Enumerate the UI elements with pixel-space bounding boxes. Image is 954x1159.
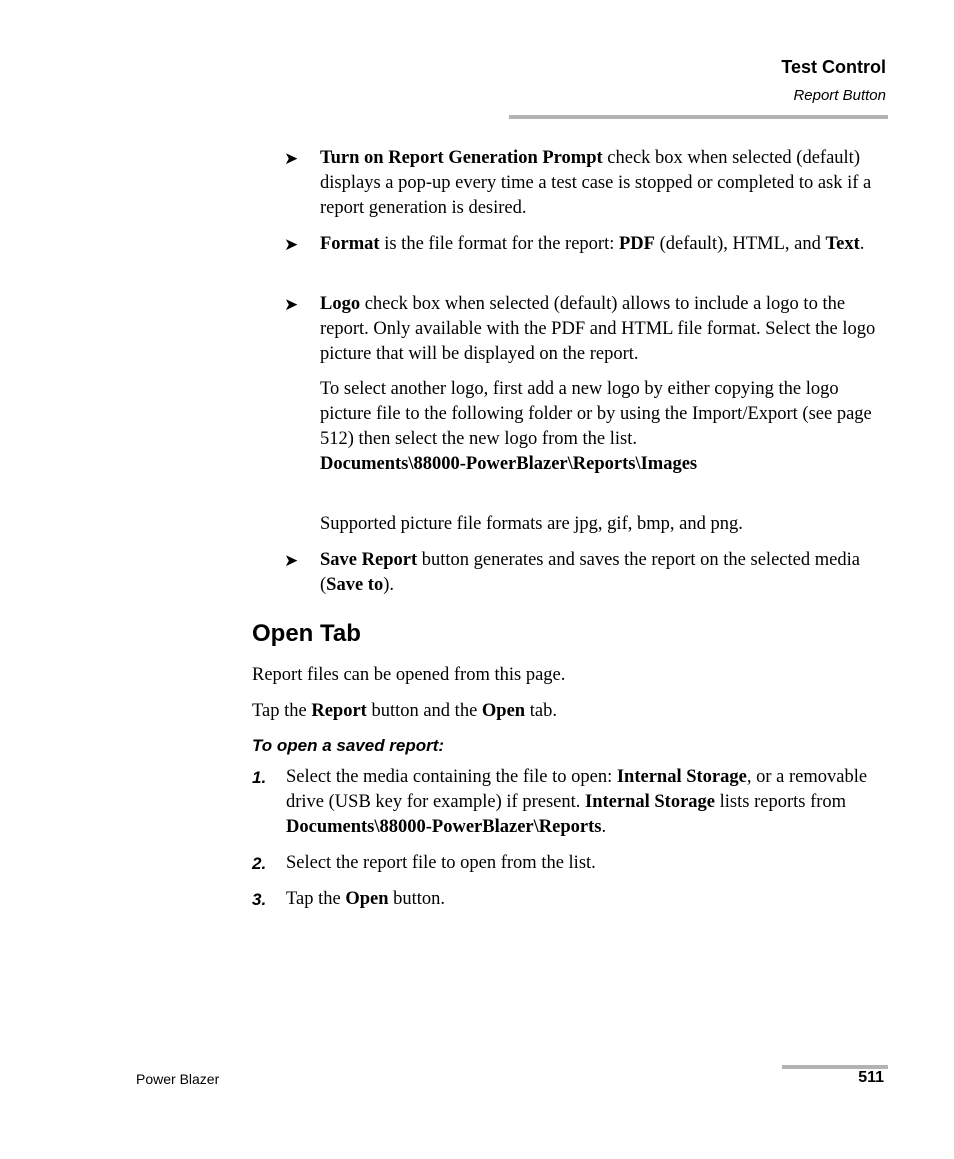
step-number: 2. [252,854,267,873]
term: Open [345,889,389,909]
logo-note-text: To select another logo, first add a new logo by either copying the logo picture file to the following folder or by using the Import/Export (see page 512) then select the new logo from the list. [320,379,872,449]
desc: is the file format for the report: [379,234,619,254]
text: , or a removable drive (USB key for example) if present. [286,767,868,812]
logo-note-paragraph [320,377,886,477]
bullet-text [320,232,886,257]
term: Internal Storage [585,792,715,812]
step-text [286,887,886,912]
term: Format [320,234,380,254]
header-rule [509,115,888,119]
section-intro: Report files can be opened from this page. [252,665,566,685]
text: lists reports from [715,792,847,812]
term: Turn on Report Generation Prompt [320,148,603,168]
arrow-bullet-icon: ➤ [284,551,299,571]
running-header-title: Test Control [781,57,886,77]
text: Tap the [286,889,346,909]
term: Documents\88000-PowerBlazer\Reports [286,817,602,837]
step-number: 1. [252,768,267,787]
arrow-bullet-icon: ➤ [284,235,299,255]
desc: check box when selected (default) allows to include a logo to the report. Only available with the PDF and HTML file format. Select the logo picture that will be displayed on the report. [320,294,876,364]
bullet-text [320,146,886,221]
desc: (default), HTML, and [654,234,826,254]
desc: button generates and saves the report on the selected media ( [320,550,860,595]
supported-formats: Supported picture file formats are jpg, gif, bmp, and png. [320,514,743,534]
text: . [601,817,607,837]
desc: check box when selected (default) displays a pop-up every time a test case is stopped or completed to ask if a report generation is desired. [320,148,872,218]
arrow-bullet-icon: ➤ [284,295,299,315]
text: tab. [525,701,557,721]
text: button and the [366,701,482,721]
term: Save to [326,575,384,595]
term: Logo [320,294,361,314]
running-header-subtitle: Report Button [793,87,886,104]
section-instruction [252,699,886,724]
term: Internal Storage [616,767,747,787]
page-number: 511 [858,1069,884,1086]
bullet-text [320,548,886,598]
procedure-heading: To open a saved report: [252,736,445,755]
logo-folder-path: Documents\88000-PowerBlazer\Reports\Images [320,454,698,474]
text: button. [388,889,446,909]
section-heading: Open Tab [252,620,361,647]
step-text: Select the report file to open from the list. [286,853,596,873]
term: Save Report [320,550,418,570]
term: Open [481,701,526,721]
term: PDF [618,234,655,254]
desc: ). [383,575,395,595]
step-number: 3. [252,890,267,909]
step-text [286,765,886,840]
text: Select the media containing the file to open: [286,767,617,787]
desc: . [859,234,865,254]
text: Tap the [252,701,312,721]
footer-product-name: Power Blazer [136,1071,220,1087]
arrow-bullet-icon: ➤ [284,149,299,169]
term: Text [825,234,860,254]
bullet-text [320,292,886,367]
term: Report [311,701,367,721]
